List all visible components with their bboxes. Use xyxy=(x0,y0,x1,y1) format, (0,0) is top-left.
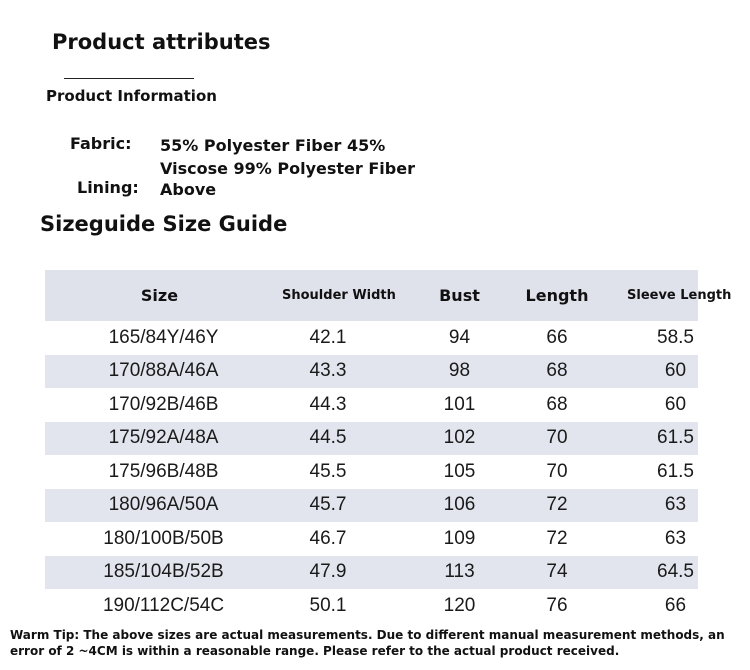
cell-size: 165/84Y/46Y xyxy=(45,321,282,355)
table-row xyxy=(45,522,698,556)
cell-bust: 106 xyxy=(412,489,507,523)
cell-bust: 101 xyxy=(412,388,507,422)
column-header-sleeve-length: Sleeve Length xyxy=(627,270,698,321)
cell-length: 72 xyxy=(507,489,627,523)
table-row xyxy=(45,422,698,456)
fabric-label: Fabric: xyxy=(70,134,132,153)
fabric-value xyxy=(160,134,415,180)
cell-shoulder-width: 45.5 xyxy=(282,455,412,489)
cell-shoulder-width: 50.1 xyxy=(282,589,412,623)
lining-label: Lining: xyxy=(77,178,139,197)
cell-size: 175/96B/48B xyxy=(45,455,282,489)
size-guide-title: Sizeguide Size Guide xyxy=(40,212,288,236)
cell-sleeve-length: 61.5 xyxy=(627,422,698,456)
cell-shoulder-width: 46.7 xyxy=(282,522,412,556)
cell-length: 72 xyxy=(507,522,627,556)
cell-sleeve-length: 60 xyxy=(627,355,698,389)
column-header-length: Length xyxy=(507,270,627,321)
cell-sleeve-length: 58.5 xyxy=(627,321,698,355)
table-row xyxy=(45,355,698,389)
cell-bust: 102 xyxy=(412,422,507,456)
size-table-header-row xyxy=(45,270,698,321)
cell-length: 70 xyxy=(507,422,627,456)
fabric-value-line-2: Viscose 99% Polyester Fiber xyxy=(160,159,415,178)
cell-size: 190/112C/54C xyxy=(45,589,282,623)
cell-length: 76 xyxy=(507,589,627,623)
table-row xyxy=(45,388,698,422)
product-information-subtitle: Product Information xyxy=(46,87,217,105)
cell-length: 70 xyxy=(507,455,627,489)
cell-shoulder-width: 42.1 xyxy=(282,321,412,355)
table-row xyxy=(45,455,698,489)
cell-size: 175/92A/48A xyxy=(45,422,282,456)
cell-shoulder-width: 44.3 xyxy=(282,388,412,422)
cell-length: 68 xyxy=(507,388,627,422)
column-header-bust: Bust xyxy=(412,270,507,321)
cell-length: 74 xyxy=(507,556,627,590)
cell-shoulder-width: 45.7 xyxy=(282,489,412,523)
cell-bust: 105 xyxy=(412,455,507,489)
cell-bust: 113 xyxy=(412,556,507,590)
cell-length: 66 xyxy=(507,321,627,355)
cell-shoulder-width: 47.9 xyxy=(282,556,412,590)
table-row xyxy=(45,556,698,590)
cell-sleeve-length: 63 xyxy=(627,522,698,556)
cell-size: 180/96A/50A xyxy=(45,489,282,523)
product-attributes-title: Product attributes xyxy=(52,30,271,54)
cell-sleeve-length: 60 xyxy=(627,388,698,422)
lining-value: Above xyxy=(160,180,217,199)
cell-length: 68 xyxy=(507,355,627,389)
fabric-value-line-1: 55% Polyester Fiber 45% xyxy=(160,136,386,155)
cell-bust: 120 xyxy=(412,589,507,623)
cell-size: 185/104B/52B xyxy=(45,556,282,590)
cell-size: 180/100B/50B xyxy=(45,522,282,556)
cell-sleeve-length: 61.5 xyxy=(627,455,698,489)
cell-bust: 98 xyxy=(412,355,507,389)
column-header-shoulder-width: Shoulder Width xyxy=(282,270,412,321)
size-guide-table xyxy=(45,270,732,623)
cell-size: 170/92B/46B xyxy=(45,388,282,422)
table-row xyxy=(45,589,698,623)
table-row xyxy=(45,321,698,355)
title-divider xyxy=(64,78,194,79)
cell-shoulder-width: 43.3 xyxy=(282,355,412,389)
cell-sleeve-length: 63 xyxy=(627,489,698,523)
cell-sleeve-length: 64.5 xyxy=(627,556,698,590)
warm-tip-note: Warm Tip: The above sizes are actual measurements. Due to different manual measurement methods, an error of 2 ~4CM is within a reasonable range. Please refer to the actual product received. xyxy=(10,628,725,658)
cell-sleeve-length: 66 xyxy=(627,589,698,623)
cell-shoulder-width: 44.5 xyxy=(282,422,412,456)
cell-bust: 109 xyxy=(412,522,507,556)
table-row xyxy=(45,489,698,523)
cell-size: 170/88A/46A xyxy=(45,355,282,389)
cell-bust: 94 xyxy=(412,321,507,355)
column-header-size: Size xyxy=(45,270,282,321)
